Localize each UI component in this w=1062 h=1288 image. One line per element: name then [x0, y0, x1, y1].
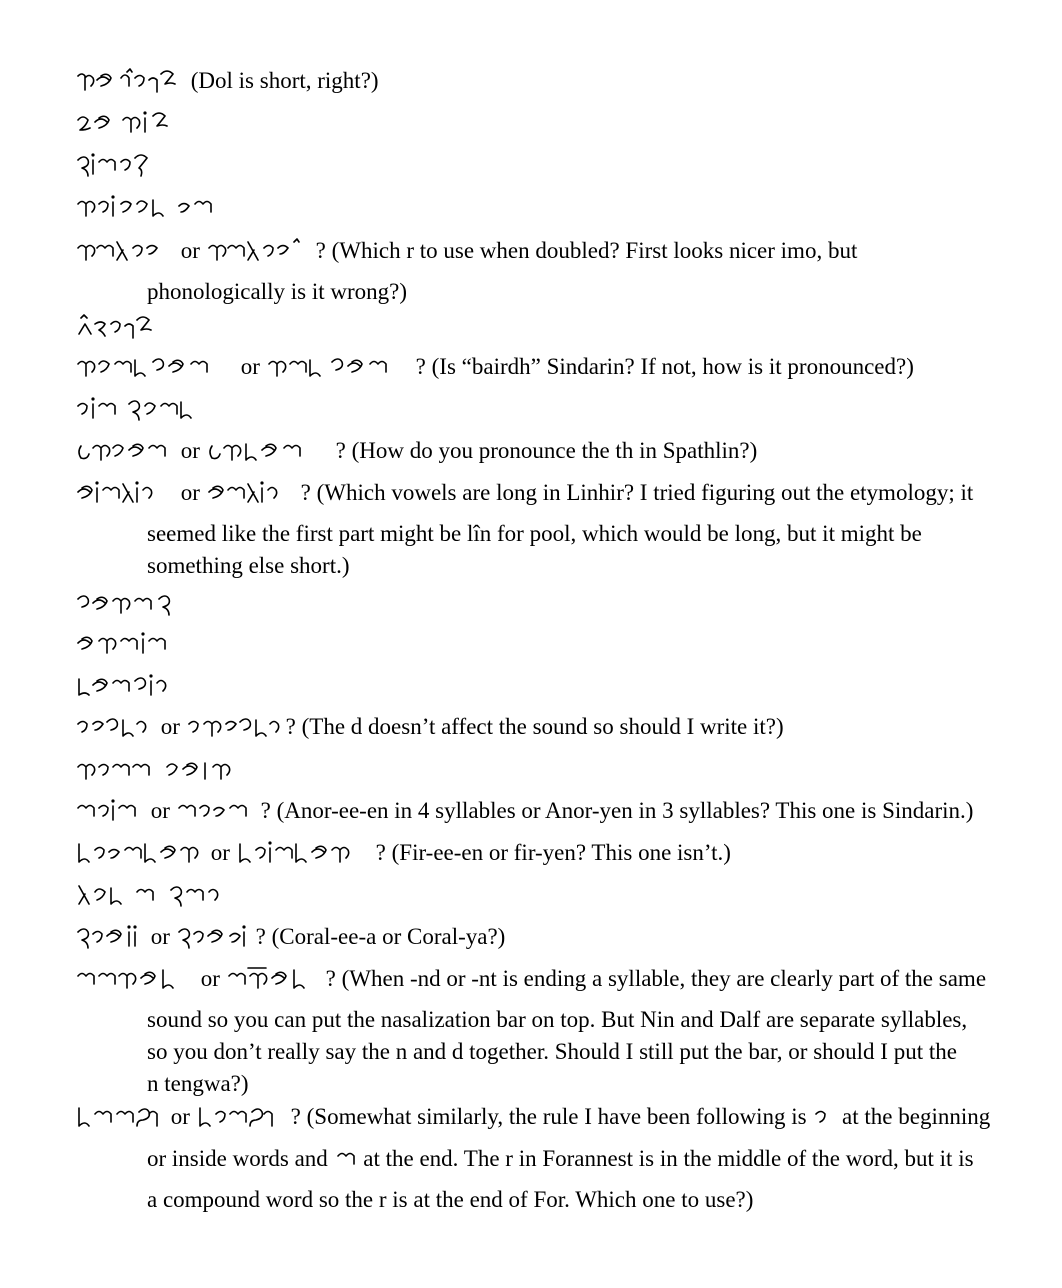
tengwar-word-20b [226, 964, 326, 998]
tengwar-word-7b [266, 352, 416, 386]
entry-1-comment: (Dol is short, right?) [190, 68, 379, 93]
entry-10-continuation-1: seemed like the first part might be lîn for pool, which would be long, but it might be [147, 521, 922, 546]
tengwar-ore-icon [334, 1144, 358, 1178]
tengwar-word-9a [75, 436, 175, 470]
tengwar-word-7a [75, 352, 235, 386]
entry-21-or: or [170, 1104, 190, 1129]
entry-7-comment: ? (Is “bairdh” Sindarin? If not, how is it pronounced?) [415, 354, 914, 379]
entry-21-continuation-2: a compound word so the r is at the end of For. Which one to use?) [147, 1187, 754, 1212]
entry-20-continuation-1: sound so you can put the nasalization bar on top. But Nin and Dalf are separate syllables, [147, 1007, 968, 1032]
entry-21-continuation-1b: at the end. The r in Forannest is in the middle of the word, but it is [363, 1146, 974, 1171]
entry-21 [75, 1101, 1005, 1136]
tengwar-word-2 [75, 108, 175, 142]
tengwar-word-1a [75, 66, 185, 100]
entry-21-comment-a: ? (Somewhat similarly, the rule I have been following is [290, 1104, 807, 1129]
tengwar-word-19b [176, 922, 256, 956]
entry-15 [75, 754, 1005, 789]
tengwar-word-4 [75, 192, 235, 226]
entry-18 [75, 879, 1005, 914]
tengwar-word-19a [75, 922, 145, 956]
tengwar-word-9b [206, 436, 336, 470]
entry-7-or: or [240, 354, 260, 379]
tengwar-word-16b [176, 796, 261, 830]
tengwar-word-21a [75, 1102, 165, 1136]
entry-14-or: or [160, 714, 180, 739]
tengwar-word-17b [236, 838, 376, 872]
tengwar-word-20a [75, 964, 195, 998]
entry-8 [75, 393, 1005, 428]
entry-20-comment: ? (When -nd or -nt is ending a syllable, they are clearly part of the same [325, 966, 987, 991]
entry-20 [75, 963, 1005, 998]
entry-5-or: or [180, 238, 200, 263]
entry-7 [75, 351, 1005, 386]
entry-10 [75, 477, 1005, 512]
tengwar-word-10a [75, 478, 175, 512]
entry-2 [75, 107, 1005, 142]
entry-5-continuation-1: phonologically is it wrong?) [147, 279, 407, 304]
entry-17 [75, 837, 1005, 872]
tengwar-word-5a [75, 236, 175, 270]
tengwar-word-13 [75, 671, 175, 705]
tengwar-word-14a [75, 712, 155, 746]
entry-10-continuation-2: something else short.) [147, 553, 350, 578]
tengwar-word-14b [186, 712, 286, 746]
entry-9-comment: ? (How do you pronounce the th in Spathlin?) [335, 438, 758, 463]
entry-16-or: or [150, 798, 170, 823]
entry-1 [75, 65, 1005, 100]
entry-21-comment-b: at the beginning [842, 1104, 991, 1129]
tengwar-word-5b [206, 236, 316, 270]
entry-19 [75, 921, 1005, 956]
entry-17-or: or [210, 840, 230, 865]
tengwar-word-6 [75, 312, 155, 346]
entry-16 [75, 795, 1005, 830]
tengwar-word-21b [196, 1102, 291, 1136]
entry-10-or: or [180, 480, 200, 505]
entry-12 [75, 628, 1005, 663]
entry-9 [75, 435, 1005, 470]
entry-6 [75, 311, 1005, 346]
entry-19-comment: ? (Coral-ee-a or Coral-ya?) [255, 924, 506, 949]
entry-21-continuation-1 [147, 1143, 1007, 1178]
tengwar-romen-icon [812, 1102, 836, 1136]
entry-14-comment: ? (The d doesn’t affect the sound so should I write it?) [285, 714, 784, 739]
entry-4 [75, 191, 1005, 226]
entry-11 [75, 588, 1005, 623]
tengwar-word-12 [75, 629, 185, 663]
entry-20-continuation-3: n tengwa?) [147, 1071, 249, 1096]
entry-5-comment: ? (Which r to use when doubled? First looks nicer imo, but [315, 238, 858, 263]
tengwar-word-3 [75, 150, 155, 184]
entry-13 [75, 670, 1005, 705]
entry-21-continuation-1a: or inside words and [147, 1146, 328, 1171]
entry-20-or: or [200, 966, 220, 991]
entry-17-comment: ? (Fir-ee-en or fir-yen? This one isn’t.) [375, 840, 731, 865]
entry-16-comment: ? (Anor-ee-en in 4 syllables or Anor-yen in 3 syllables? This one is Sindarin.) [260, 798, 974, 823]
entry-14 [75, 711, 1005, 746]
entry-20-continuation-2: so you don’t really say the n and d together. Should I still put the bar, or should I put the [147, 1039, 957, 1064]
tengwar-word-8 [75, 394, 205, 428]
tengwar-word-18 [75, 880, 245, 914]
tengwar-word-15 [75, 755, 255, 789]
tengwar-word-10b [206, 478, 301, 512]
tengwar-word-11 [75, 589, 185, 623]
entry-3 [75, 149, 1005, 184]
entry-5 [75, 235, 1005, 270]
tengwar-word-16a [75, 796, 145, 830]
tengwar-word-17a [75, 838, 205, 872]
entry-19-or: or [150, 924, 170, 949]
entry-10-comment: ? (Which vowels are long in Linhir? I tried figuring out the etymology; it [300, 480, 974, 505]
entry-9-or: or [180, 438, 200, 463]
